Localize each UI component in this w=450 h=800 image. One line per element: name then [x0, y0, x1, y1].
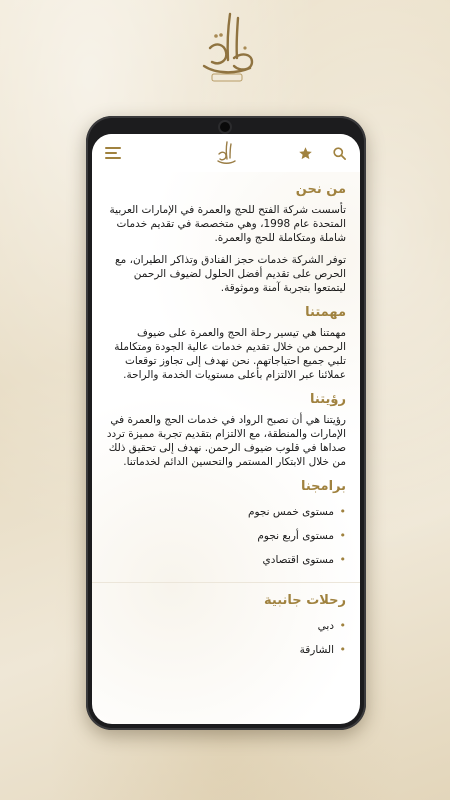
program-item[interactable]: • مستوى أربع نجوم — [106, 524, 346, 548]
app-bar — [92, 134, 360, 172]
side-trip-item[interactable]: • دبي — [106, 614, 346, 638]
alfath-calligraphy-logo-icon — [190, 8, 262, 86]
search-icon[interactable] — [330, 144, 348, 162]
side-trips-section — [106, 593, 346, 662]
programs-title: برامجنا — [300, 479, 346, 494]
about-paragraph-1: تأسست شركة الفتح للحج والعمرة في الإمارات العربية المتحدة عام 1998، وهي متخصصة في تقديم خدمات شاملة ومتكاملة للحج والعمرة. — [109, 204, 346, 244]
about-section — [106, 182, 346, 295]
vision-paragraph: رؤيتنا هي أن نصبح الرواد في خدمات الحج والعمرة في الإمارات والمنطقة، مع الالتزام بتقديم تجربة مميزة تردد صداها في قلوب ضيوف الرحمن. نهدف إلى تحقيق ذلك من خلال الابتكار المستمر والتحسين الدائم لخدماتنا. — [106, 414, 346, 468]
programs-section — [106, 479, 346, 572]
front-camera — [220, 122, 230, 132]
mission-title: مهمتنا — [305, 305, 346, 320]
vision-section — [106, 392, 346, 469]
programs-list — [106, 500, 346, 572]
side-trips-title: رحلات جانبية — [264, 593, 346, 608]
mission-section — [106, 305, 346, 382]
app-logo — [212, 139, 240, 167]
vision-title: رؤيتنا — [310, 392, 346, 407]
program-item[interactable]: • مستوى اقتصادي — [106, 548, 346, 572]
star-icon[interactable] — [296, 144, 314, 162]
about-content — [92, 172, 360, 724]
about-title: من نحن — [295, 182, 346, 197]
menu-icon[interactable] — [104, 144, 122, 162]
phone-frame — [86, 116, 366, 730]
app-screen — [92, 134, 360, 724]
side-trip-item[interactable]: • الشارقة — [106, 638, 346, 662]
about-paragraph-2: توفر الشركة خدمات حجز الفنادق وتذاكر الطيران، مع الحرص على تقديم أفضل الحلول لضيوف الرحمن ليتمتعوا بتجربة آمنة وموثوقة. — [115, 254, 346, 294]
brand-logo — [190, 8, 262, 100]
program-item[interactable]: • مستوى خمس نجوم — [106, 500, 346, 524]
side-trips-list — [106, 614, 346, 662]
mission-paragraph: مهمتنا هي تيسير رحلة الحج والعمرة على ضيوف الرحمن من خلال تقديم خدمات عالية الجودة ومتكاملة تلبي جميع احتياجاتهم. نحن نهدف إلى تجاوز توقعات عملائنا عبر الالتزام بأعلى مستويات الخدمة والراحة. — [114, 327, 346, 381]
section-divider — [92, 582, 360, 583]
alfath-small-logo-icon — [212, 139, 240, 167]
